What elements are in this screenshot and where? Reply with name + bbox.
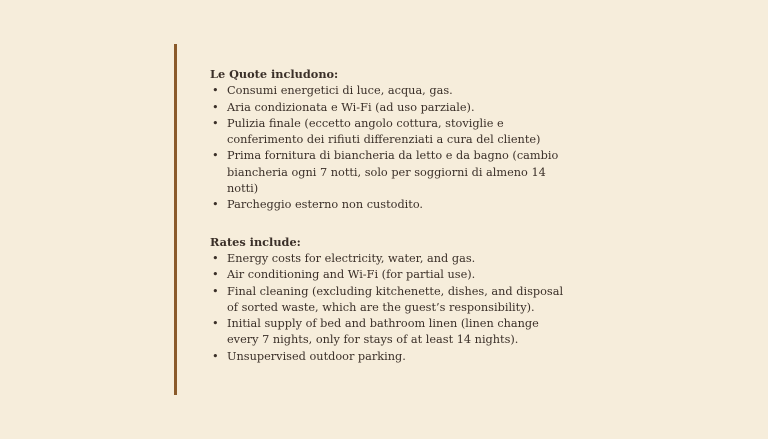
list-item: • Parcheggio esterno non custodito. [210,197,570,213]
italian-section [210,66,570,214]
english-list [210,251,570,365]
italian-list [210,83,570,213]
list-item: • Aria condizionata e Wi-Fi (ad uso parziale). [210,100,570,116]
list-item: • Prima fornitura di biancheria da letto e da bagno (cambio biancheria ogni 7 notti, solo per soggiorni di almeno 14 notti) [210,148,570,197]
accent-vertical-line [174,44,177,395]
list-item: • Energy costs for electricity, water, and gas. [210,251,570,267]
list-item: • Final cleaning (excluding kitchenette, dishes, and disposal of sorted waste, which are the guest’s responsibility). [210,284,570,317]
italian-heading: Le Quote includono: [210,67,339,81]
list-item: • Unsupervised outdoor parking. [210,349,570,365]
english-section [210,234,570,365]
rates-content [210,66,570,365]
list-item: • Consumi energetici di luce, acqua, gas. [210,83,570,99]
list-item: • Pulizia finale (eccetto angolo cottura, stoviglie e conferimento dei rifiuti differenziati a cura del cliente) [210,116,570,149]
english-heading: Rates include: [210,234,301,249]
list-item: • Air conditioning and Wi-Fi (for partial use). [210,267,570,283]
list-item: • Initial supply of bed and bathroom linen (linen change every 7 nights, only for stays of at least 14 nights). [210,316,570,349]
